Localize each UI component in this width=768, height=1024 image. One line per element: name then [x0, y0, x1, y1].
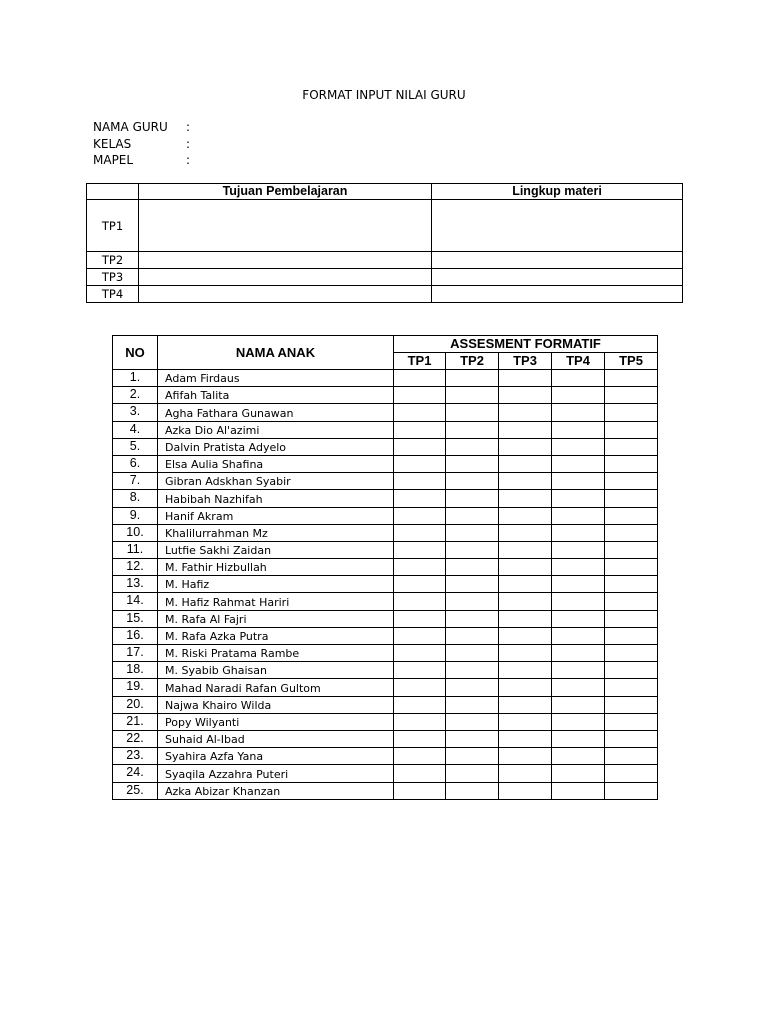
header-lingkup-materi: Lingkup materi	[432, 184, 683, 200]
tp-label: TP4	[87, 286, 139, 303]
score-cell-tp2[interactable]	[446, 730, 499, 747]
score-cell-tp3[interactable]	[499, 559, 552, 576]
info-colon: :	[186, 153, 191, 167]
student-name: Syahira Azfa Yana	[158, 748, 394, 765]
score-cell-tp1[interactable]	[394, 404, 446, 421]
student-name: Agha Fathara Gunawan	[158, 404, 394, 421]
header-no: NO	[113, 336, 158, 370]
score-cell-tp5[interactable]	[605, 662, 658, 679]
student-no: 7.	[113, 473, 158, 490]
score-cell-tp2[interactable]	[446, 421, 499, 438]
score-cell-tp1[interactable]	[394, 370, 446, 387]
score-cell-tp2[interactable]	[446, 782, 499, 799]
score-cell-tp3[interactable]	[499, 593, 552, 610]
score-cell-tp4[interactable]	[552, 559, 605, 576]
info-label: KELAS	[93, 136, 132, 151]
score-cell-tp5[interactable]	[605, 421, 658, 438]
score-cell-tp2[interactable]	[446, 438, 499, 455]
student-name: M. Fathir Hizbullah	[158, 559, 394, 576]
score-cell-tp2[interactable]	[446, 593, 499, 610]
score-cell-tp5[interactable]	[605, 524, 658, 541]
tp-label: TP2	[87, 252, 139, 269]
student-no: 17.	[113, 645, 158, 662]
score-cell-tp3[interactable]	[499, 404, 552, 421]
score-cell-tp3[interactable]	[499, 610, 552, 627]
tp-label: TP3	[87, 269, 139, 286]
info-label: MAPEL	[93, 153, 134, 167]
score-cell-tp1[interactable]	[394, 455, 446, 472]
student-name: Suhaid Al-Ibad	[158, 730, 394, 747]
student-name: Afifah Talita	[158, 387, 394, 404]
table-row	[113, 713, 658, 730]
score-cell-tp2[interactable]	[446, 370, 499, 387]
info-row-kelas	[93, 136, 190, 153]
score-cell-tp2[interactable]	[446, 524, 499, 541]
page-title: FORMAT INPUT NILAI GURU	[302, 88, 466, 102]
tujuan-cell[interactable]	[139, 252, 432, 269]
tp-label: TP1	[87, 200, 139, 252]
table-row	[113, 541, 658, 558]
student-name: Dalvin Pratista Adyelo	[158, 438, 394, 455]
score-cell-tp5[interactable]	[605, 559, 658, 576]
learning-objectives-table	[86, 183, 683, 303]
score-cell-tp4[interactable]	[552, 507, 605, 524]
score-cell-tp5[interactable]	[605, 387, 658, 404]
score-cell-tp4[interactable]	[552, 404, 605, 421]
lingkup-cell[interactable]	[432, 269, 683, 286]
score-cell-tp3[interactable]	[499, 541, 552, 558]
score-cell-tp2[interactable]	[446, 696, 499, 713]
score-cell-tp5[interactable]	[605, 490, 658, 507]
score-cell-tp1[interactable]	[394, 748, 446, 765]
score-cell-tp2[interactable]	[446, 662, 499, 679]
table-row	[113, 696, 658, 713]
score-cell-tp2[interactable]	[446, 576, 499, 593]
score-cell-tp4[interactable]	[552, 627, 605, 644]
score-cell-tp1[interactable]	[394, 387, 446, 404]
table-row	[113, 524, 658, 541]
score-cell-tp5[interactable]	[605, 404, 658, 421]
score-cell-tp3[interactable]	[499, 507, 552, 524]
score-cell-tp5[interactable]	[605, 473, 658, 490]
student-no: 14.	[113, 593, 158, 610]
score-cell-tp1[interactable]	[394, 782, 446, 799]
score-cell-tp5[interactable]	[605, 627, 658, 644]
score-cell-tp1[interactable]	[394, 524, 446, 541]
tujuan-cell[interactable]	[139, 200, 432, 252]
score-cell-tp2[interactable]	[446, 610, 499, 627]
table-row	[113, 370, 658, 387]
score-cell-tp3[interactable]	[499, 576, 552, 593]
score-cell-tp5[interactable]	[605, 713, 658, 730]
score-cell-tp2[interactable]	[446, 387, 499, 404]
score-cell-tp4[interactable]	[552, 765, 605, 782]
table-row	[113, 610, 658, 627]
student-no: 19.	[113, 679, 158, 696]
table-row	[113, 627, 658, 644]
student-no: 13.	[113, 576, 158, 593]
score-cell-tp1[interactable]	[394, 421, 446, 438]
score-cell-tp5[interactable]	[605, 593, 658, 610]
student-name: M. Hafiz	[158, 576, 394, 593]
score-cell-tp1[interactable]	[394, 559, 446, 576]
student-name: Azka Abizar Khanzan	[158, 782, 394, 799]
student-no: 25.	[113, 782, 158, 799]
table-row	[113, 748, 658, 765]
table-row	[113, 455, 658, 472]
score-cell-tp1[interactable]	[394, 610, 446, 627]
score-cell-tp1[interactable]	[394, 713, 446, 730]
table-row	[87, 269, 683, 286]
student-name: Khalilurrahman Mz	[158, 524, 394, 541]
score-cell-tp3[interactable]	[499, 662, 552, 679]
header-cell-blank	[87, 184, 139, 200]
score-cell-tp4[interactable]	[552, 524, 605, 541]
student-name: M. Hafiz Rahmat Hariri	[158, 593, 394, 610]
table-row	[113, 559, 658, 576]
score-cell-tp1[interactable]	[394, 473, 446, 490]
score-cell-tp5[interactable]	[605, 541, 658, 558]
header-tujuan-pembelajaran: Tujuan Pembelajaran	[139, 184, 432, 200]
lingkup-cell[interactable]	[432, 252, 683, 269]
score-cell-tp4[interactable]	[552, 645, 605, 662]
score-cell-tp5[interactable]	[605, 748, 658, 765]
score-cell-tp5[interactable]	[605, 730, 658, 747]
score-cell-tp4[interactable]	[552, 662, 605, 679]
score-cell-tp4[interactable]	[552, 541, 605, 558]
score-cell-tp1[interactable]	[394, 730, 446, 747]
score-cell-tp1[interactable]	[394, 662, 446, 679]
score-cell-tp3[interactable]	[499, 730, 552, 747]
score-cell-tp1[interactable]	[394, 490, 446, 507]
student-no: 22.	[113, 730, 158, 747]
score-cell-tp3[interactable]	[499, 748, 552, 765]
student-name: Adam Firdaus	[158, 370, 394, 387]
student-rows	[113, 370, 658, 800]
table-row	[113, 782, 658, 799]
score-cell-tp2[interactable]	[446, 765, 499, 782]
table-row	[113, 593, 658, 610]
student-name: M. Syabib Ghaisan	[158, 662, 394, 679]
score-cell-tp5[interactable]	[605, 610, 658, 627]
info-label: NAMA GURU	[93, 120, 168, 134]
teacher-info	[93, 119, 190, 169]
score-cell-tp1[interactable]	[394, 593, 446, 610]
score-cell-tp4[interactable]	[552, 455, 605, 472]
student-name: Hanif Akram	[158, 507, 394, 524]
score-cell-tp2[interactable]	[446, 473, 499, 490]
student-no: 15.	[113, 610, 158, 627]
score-cell-tp2[interactable]	[446, 627, 499, 644]
score-cell-tp4[interactable]	[552, 473, 605, 490]
table-row	[113, 730, 658, 747]
score-cell-tp2[interactable]	[446, 559, 499, 576]
score-cell-tp3[interactable]	[499, 438, 552, 455]
student-no: 12.	[113, 559, 158, 576]
student-no: 24.	[113, 765, 158, 782]
score-cell-tp3[interactable]	[499, 696, 552, 713]
score-cell-tp2[interactable]	[446, 645, 499, 662]
score-cell-tp5[interactable]	[605, 576, 658, 593]
table-row	[113, 576, 658, 593]
table-row	[87, 252, 683, 269]
score-cell-tp5[interactable]	[605, 696, 658, 713]
score-cell-tp3[interactable]	[499, 782, 552, 799]
score-cell-tp2[interactable]	[446, 507, 499, 524]
score-cell-tp2[interactable]	[446, 541, 499, 558]
student-no: 4.	[113, 421, 158, 438]
score-cell-tp2[interactable]	[446, 679, 499, 696]
score-cell-tp4[interactable]	[552, 370, 605, 387]
table-row	[113, 662, 658, 679]
student-no: 23.	[113, 748, 158, 765]
score-cell-tp3[interactable]	[499, 421, 552, 438]
score-cell-tp1[interactable]	[394, 765, 446, 782]
header-tp1: TP1	[394, 353, 446, 370]
score-cell-tp1[interactable]	[394, 645, 446, 662]
score-cell-tp5[interactable]	[605, 679, 658, 696]
tujuan-cell[interactable]	[139, 269, 432, 286]
score-cell-tp3[interactable]	[499, 473, 552, 490]
student-name: Popy Wilyanti	[158, 713, 394, 730]
student-no: 2.	[113, 387, 158, 404]
student-name: M. Rafa Al Fajri	[158, 610, 394, 627]
score-cell-tp2[interactable]	[446, 404, 499, 421]
student-no: 6.	[113, 455, 158, 472]
header-tp4: TP4	[552, 353, 605, 370]
score-cell-tp4[interactable]	[552, 713, 605, 730]
table-row	[113, 438, 658, 455]
score-cell-tp1[interactable]	[394, 627, 446, 644]
info-row-nama-guru	[93, 119, 190, 136]
score-cell-tp4[interactable]	[552, 782, 605, 799]
score-cell-tp3[interactable]	[499, 455, 552, 472]
score-cell-tp4[interactable]	[552, 387, 605, 404]
score-cell-tp5[interactable]	[605, 645, 658, 662]
student-name: M. Riski Pratama Rambe	[158, 645, 394, 662]
table-row	[113, 765, 658, 782]
info-colon: :	[186, 136, 191, 151]
score-cell-tp3[interactable]	[499, 765, 552, 782]
student-no: 3.	[113, 404, 158, 421]
score-cell-tp4[interactable]	[552, 696, 605, 713]
table-row	[113, 507, 658, 524]
header-tp2: TP2	[446, 353, 499, 370]
student-name: Syaqila Azzahra Puteri	[158, 765, 394, 782]
header-tp5: TP5	[605, 353, 658, 370]
student-name: Lutfie Sakhi Zaidan	[158, 541, 394, 558]
score-cell-tp1[interactable]	[394, 679, 446, 696]
student-no: 9.	[113, 507, 158, 524]
header-assesment-formatif: ASSESMENT FORMATIF	[394, 336, 658, 353]
score-cell-tp4[interactable]	[552, 576, 605, 593]
student-no: 11.	[113, 541, 158, 558]
student-no: 8.	[113, 490, 158, 507]
tujuan-cell[interactable]	[139, 286, 432, 303]
score-cell-tp2[interactable]	[446, 713, 499, 730]
assessment-table	[112, 335, 658, 800]
table-row	[113, 473, 658, 490]
table-header-row	[113, 336, 658, 353]
score-cell-tp3[interactable]	[499, 387, 552, 404]
score-cell-tp1[interactable]	[394, 507, 446, 524]
score-cell-tp4[interactable]	[552, 748, 605, 765]
table-row	[113, 679, 658, 696]
score-cell-tp3[interactable]	[499, 713, 552, 730]
score-cell-tp1[interactable]	[394, 696, 446, 713]
table-row	[113, 421, 658, 438]
student-no: 1.	[113, 370, 158, 387]
score-cell-tp4[interactable]	[552, 593, 605, 610]
table-header-row	[87, 184, 683, 200]
score-cell-tp2[interactable]	[446, 490, 499, 507]
student-name: Mahad Naradi Rafan Gultom	[158, 679, 394, 696]
lingkup-cell[interactable]	[432, 200, 683, 252]
student-no: 21.	[113, 713, 158, 730]
score-cell-tp3[interactable]	[499, 627, 552, 644]
student-name: Elsa Aulia Shafina	[158, 455, 394, 472]
score-cell-tp1[interactable]	[394, 438, 446, 455]
table-row	[113, 404, 658, 421]
student-no: 18.	[113, 662, 158, 679]
score-cell-tp4[interactable]	[552, 730, 605, 747]
score-cell-tp3[interactable]	[499, 490, 552, 507]
student-no: 16.	[113, 627, 158, 644]
score-cell-tp4[interactable]	[552, 490, 605, 507]
score-cell-tp5[interactable]	[605, 370, 658, 387]
student-name: Azka Dio Al'azimi	[158, 421, 394, 438]
score-cell-tp5[interactable]	[605, 782, 658, 799]
score-cell-tp1[interactable]	[394, 576, 446, 593]
table-row	[113, 490, 658, 507]
header-tp3: TP3	[499, 353, 552, 370]
score-cell-tp2[interactable]	[446, 455, 499, 472]
student-no: 10.	[113, 524, 158, 541]
score-cell-tp4[interactable]	[552, 421, 605, 438]
score-cell-tp4[interactable]	[552, 610, 605, 627]
header-nama-anak: NAMA ANAK	[158, 336, 394, 370]
student-no: 5.	[113, 438, 158, 455]
student-name: Najwa Khairo Wilda	[158, 696, 394, 713]
student-name: M. Rafa Azka Putra	[158, 627, 394, 644]
table-row	[113, 387, 658, 404]
score-cell-tp3[interactable]	[499, 679, 552, 696]
score-cell-tp3[interactable]	[499, 370, 552, 387]
score-cell-tp1[interactable]	[394, 541, 446, 558]
score-cell-tp3[interactable]	[499, 645, 552, 662]
score-cell-tp4[interactable]	[552, 438, 605, 455]
info-row-mapel	[93, 152, 190, 169]
score-cell-tp5[interactable]	[605, 438, 658, 455]
student-name: Habibah Nazhifah	[158, 490, 394, 507]
student-no: 20.	[113, 696, 158, 713]
table-row	[87, 286, 683, 303]
lingkup-cell[interactable]	[432, 286, 683, 303]
score-cell-tp5[interactable]	[605, 507, 658, 524]
student-name: Gibran Adskhan Syabir	[158, 473, 394, 490]
score-cell-tp5[interactable]	[605, 455, 658, 472]
info-colon: :	[186, 120, 191, 134]
score-cell-tp2[interactable]	[446, 748, 499, 765]
score-cell-tp3[interactable]	[499, 524, 552, 541]
score-cell-tp5[interactable]	[605, 765, 658, 782]
score-cell-tp4[interactable]	[552, 679, 605, 696]
table-row	[113, 645, 658, 662]
table-row	[87, 200, 683, 252]
